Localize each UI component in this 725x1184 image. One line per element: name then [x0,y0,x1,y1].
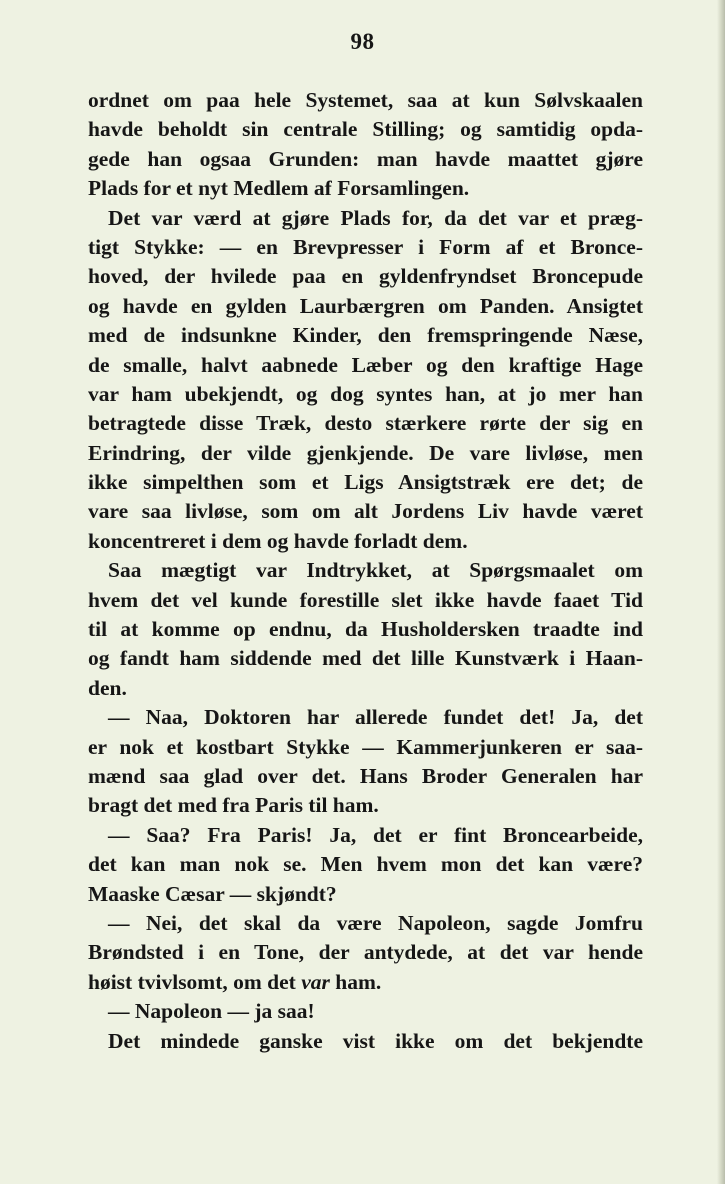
text-line: var ham ubekjendt, og dog syntes han, at jo mer han [88,381,643,406]
text-line: havde beholdt sin centrale Stilling; og samtidig opda- [88,117,643,142]
text-line: — Saa? Fra Paris! Ja, det er fint Broncearbeide, [108,822,643,847]
text-line: Det var værd at gjøre Plads for, da det var et præg- [108,205,643,230]
text-line: er nok et kostbart Stykke — Kammerjunkeren er saa- [88,734,643,759]
text-line: bragt det med fra Paris til ham. [88,793,379,818]
text-line: med de indsunkne Kinder, den fremspringende Næse, [88,323,643,348]
emphasized-word: var [301,969,330,994]
text-line: tigt Stykke: — en Brevpresser i Form af et Bronce- [88,234,643,259]
text-line: — Naa, Doktoren har allerede fundet det! Ja, det [108,705,643,730]
text-line: til at komme op endnu, da Husholdersken traadte ind [88,617,643,642]
text-line: ordnet om paa hele Systemet, saa at kun Sølvskaalen [88,88,643,112]
text-line: og havde en gylden Laurbærgren om Panden. Ansigtet [88,293,643,318]
text-line: de smalle, halvt aabnede Læber og den kraftige Hage [88,352,643,377]
text-line: gede han ogsaa Grunden: man havde maattet gjøre [88,146,643,171]
page-number: 98 [350,29,375,54]
text-line: Erindring, der vilde gjenkjende. De vare livløse, men [88,440,643,465]
text-line: koncentreret i dem og havde forladt dem. [88,528,468,553]
text-line: betragtede disse Træk, desto stærkere rørte der sig en [88,411,643,436]
page-edge-shadow [717,0,725,1184]
text-segment: høist tvivlsomt, om det [88,969,302,994]
text-line: Brøndsted i en Tone, der antydede, at det var hende [88,940,643,965]
text-segment: ham. [329,969,382,994]
text-line [88,968,643,997]
body-text [88,86,643,1056]
text-line: det kan man nok se. Men hvem mon det kan være? [88,852,643,877]
text-line: — Nei, det skal da være Napoleon, sagde Jomfru [108,910,643,935]
text-line: Saa mægtigt var Indtrykket, at Spørgsmaalet om [108,558,643,583]
text-line: den. [88,675,127,700]
text-line: Maaske Cæsar — skjøndt? [88,881,337,906]
text-line: hvem det vel kunde forestille slet ikke havde faaet Tid [88,587,643,612]
text-line: Det mindede ganske vist ikke om det bekjendte [108,1028,643,1053]
text-line: ikke simpelthen som et Ligs Ansigtstræk ere det; de [88,470,643,495]
text-line: mænd saa glad over det. Hans Broder Generalen har [88,763,643,788]
text-line: — Napoleon — ja saa! [108,999,315,1024]
text-line: vare saa livløse, som om alt Jordens Liv havde været [88,499,643,524]
text-line: og fandt ham siddende med det lille Kunstværk i Haan- [88,646,643,671]
text-line: Plads for et nyt Medlem af Forsamlingen. [88,176,470,201]
text-line: hoved, der hvilede paa en gyldenfryndset Broncepude [88,264,643,289]
